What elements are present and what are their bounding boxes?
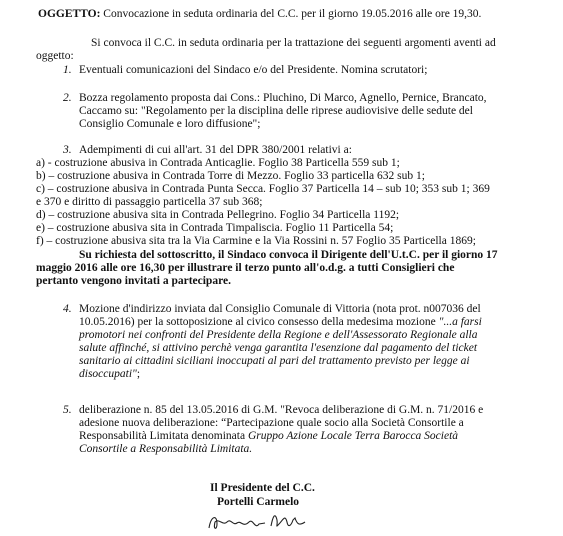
item-3-sub-a: a) - costruzione abusiva in Contrada Anticaglie. Foglio 38 Particella 559 sub 1;: [36, 157, 400, 169]
item-4-line-4: salute affinché, si attivino perchè venga garantita l'esenzione dal pagamento del ticket: [79, 342, 478, 354]
signature-name: Portelli Carmelo: [217, 496, 300, 508]
item-3-sub-c: c) – costruzione abusiva in Contrada Punta Secca. Foglio 37 Particella 14 – sub 10; 353 sub 1; 369: [36, 183, 490, 195]
item-2-number: 2.: [63, 92, 72, 104]
item-2-line-3: Consiglio Comunale e loro diffusione";: [79, 118, 261, 130]
item-4-number: 4.: [63, 303, 72, 315]
subject-line: [38, 8, 481, 21]
item-4-line-1: Mozione d'indirizzo inviata dal Consiglio Comunale di Vittoria (nota prot. n007036 del: [79, 303, 481, 315]
item-4-quote-end: disoccupati": [79, 368, 137, 380]
request-line-1: Su richiesta del sottoscritto, il Sindaco convoca il Dirigente dell'U.t.C. per il giorno 17: [79, 249, 498, 261]
item-4-line-5: sanitario ai cittadini siciliani inoccupati al pari del trattamento previsto per legge ai: [79, 355, 470, 367]
item-3-line-1: Adempimenti di cui all'art. 31 del DPR 380/2001 relativi a:: [79, 144, 352, 156]
request-line-2: maggio 2016 alle ore 16,30 per illustrare il terzo punto all'o.d.g. a tutti Consiglieri che: [36, 262, 455, 274]
item-4-line-6: [79, 368, 140, 381]
subject-text: Convocazione in seduta ordinaria del C.C. per il giorno 19.05.2016 alle ore 19,30.: [100, 8, 482, 20]
intro-line-1: Si convoca il C.C. in seduta ordinaria per la trattazione dei seguenti argomenti aventi ad: [91, 37, 496, 49]
item-1-number: 1.: [63, 64, 72, 76]
item-4-line-2: [79, 316, 482, 329]
item-3-sub-c-cont: e 370 e diritto di passaggio particella 37 sub 368;: [36, 196, 263, 208]
item-5-line-1: deliberazione n. 85 del 13.05.2016 di G.M. "Revoca deliberazione di G.M. n. 71/2016 e: [79, 404, 484, 416]
item-3-sub-f: f) – costruzione abusiva sita tra la Via Carmine e la Via Rossini n. 57 Foglio 35 Particella 1869;: [36, 235, 476, 247]
handwritten-signature: [205, 508, 315, 534]
item-5-number: 5.: [63, 404, 72, 416]
signature-title: Il Presidente del C.C.: [210, 482, 315, 494]
item-5-line-3-text: Responsabilità Limitata denominata: [79, 430, 248, 442]
item-5-line-2: adesione nuova deliberazione: “Partecipazione quale socio alla Società Consortile a: [79, 417, 464, 429]
item-5-line-3: [79, 430, 458, 443]
item-4-line-3: promotori nei confronti del Presidente della Regione e dell'Assessorato Regionale alla: [79, 329, 478, 341]
item-4-line-2-text: 10.05.2016) per la sottoposizione al civico consesso della medesima mozione: [79, 316, 439, 328]
item-2-line-2: Caccamo su: "Regolamento per la disciplina delle riprese audiovisive delle sedute del: [79, 105, 473, 117]
item-3-sub-e: e) – costruzione abusiva sita in Contrada Timpaliscia. Foglio 11 Particella 54;: [36, 222, 394, 234]
request-line-3: pertanto vengono invitati a partecipare.: [36, 275, 231, 287]
item-5-line-4: Consortile a Responsabilità Limitata.: [79, 443, 253, 455]
item-4-quote-start: "...a farsi: [438, 316, 482, 328]
item-3-number: 3.: [63, 144, 72, 156]
subject-label: OGGETTO:: [38, 8, 101, 20]
item-1-text: Eventuali comunicazioni del Sindaco e/o del Presidente. Nomina scrutatori;: [79, 64, 428, 76]
item-2-line-1: Bozza regolamento proposta dai Cons.: Pluchino, Di Marco, Agnello, Pernice, Brancato,: [79, 92, 487, 104]
item-4-semicolon: ;: [136, 368, 141, 380]
item-3-sub-b: b) – costruzione abusiva in Contrada Torre di Mezzo. Foglio 33 particella 632 sub 1;: [36, 170, 425, 182]
item-3-sub-d: d) – costruzione abusiva sita in Contrada Pellegrino. Foglio 34 Particella 1192;: [36, 209, 400, 221]
intro-line-2: oggetto:: [36, 50, 74, 62]
item-5-company-name: Gruppo Azione Locale Terra Barocca Società: [247, 430, 459, 442]
